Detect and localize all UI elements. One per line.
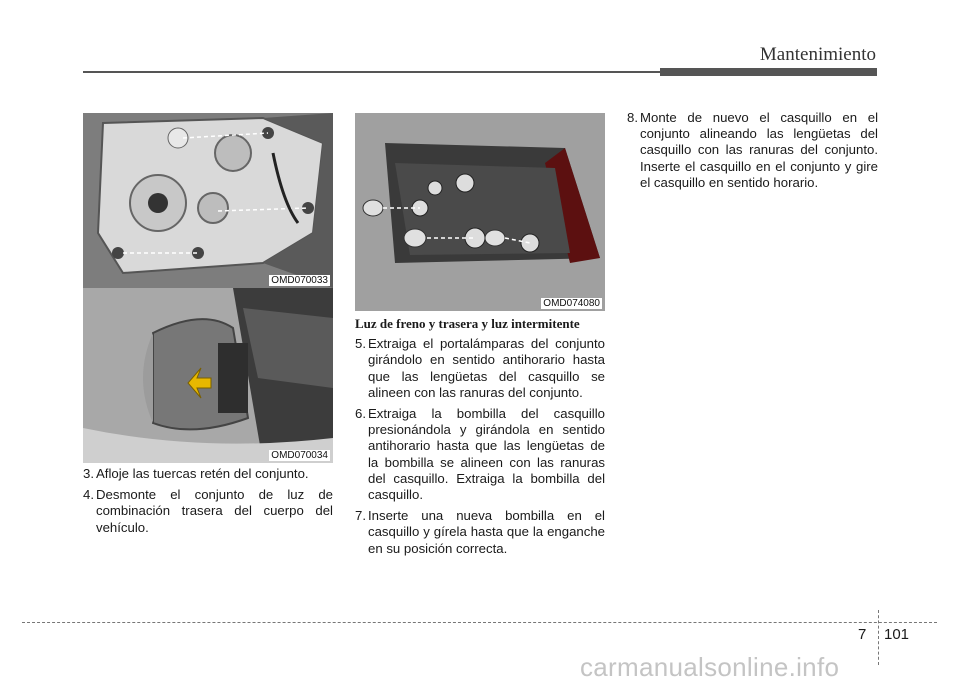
- step-number: 6.: [355, 406, 366, 422]
- section-subheading: Luz de freno y trasera y luz intermitente: [355, 316, 580, 331]
- header-rule: [83, 71, 660, 73]
- step-item: [83, 466, 333, 482]
- lamp-assembly-photo: [355, 113, 605, 311]
- lamp-removal-photo: [83, 288, 333, 463]
- step-number: 8.: [627, 110, 638, 125]
- step-text: Afloje las tuercas retén del conjunto.: [96, 466, 309, 481]
- figure-caption: OMD070033: [271, 275, 328, 286]
- step-item: [355, 508, 605, 557]
- step-number: 4.: [83, 487, 94, 503]
- step-number: 7.: [355, 508, 366, 524]
- step-item: [355, 406, 605, 503]
- figure-lamp-assembly: [355, 113, 605, 311]
- figure-caption: OMD070034: [271, 450, 328, 461]
- chapter-number: 7: [858, 626, 867, 643]
- footer-divider: [878, 610, 879, 665]
- page-header-title: Mantenimiento: [759, 44, 876, 65]
- step-item: [355, 336, 605, 401]
- figure-lamp-removal: [83, 288, 333, 463]
- text-column-2: [355, 316, 605, 562]
- step-item: [627, 110, 878, 191]
- step-number: 5.: [355, 336, 366, 352]
- step-item: [83, 487, 333, 536]
- text-column-1: [83, 466, 333, 541]
- step-text: Monte de nuevo el casquillo en el conjunto alineando las lengüetas del casquillo con las ranuras del conjunto. Inserte el casquillo en el conjunto y gire el casquillo en sentido horario.: [640, 110, 878, 190]
- step-text: Extraiga la bombilla del casquillo presionándola y girándola en sentido antihorario hasta que las lengüetas de la bombilla se alineen con las ranuras del casquillo. Extraiga la bombilla del casquillo.: [368, 406, 605, 503]
- step-number: 3.: [83, 466, 94, 481]
- header-rule-bar: [660, 68, 877, 76]
- step-text: Desmonte el conjunto de luz de combinación trasera del cuerpo del vehículo.: [96, 487, 333, 535]
- footer-rule: [22, 622, 937, 623]
- step-text: Extraiga el portalámparas del conjunto girándolo en sentido antihorario hasta que las lengüetas del casquillo se alineen con las ranuras del conjunto.: [368, 336, 605, 400]
- step-text: Inserte una nueva bombilla en el casquillo y gírela hasta que la enganche en su posición correcta.: [368, 508, 605, 556]
- watermark-text: carmanualsonline.info: [580, 652, 840, 682]
- figure-trim-panel-nuts: [83, 113, 333, 288]
- page-number: 101: [884, 626, 910, 643]
- figure-caption: OMD074080: [543, 298, 600, 309]
- text-column-3: [627, 110, 878, 196]
- trim-panel-photo: [83, 113, 333, 288]
